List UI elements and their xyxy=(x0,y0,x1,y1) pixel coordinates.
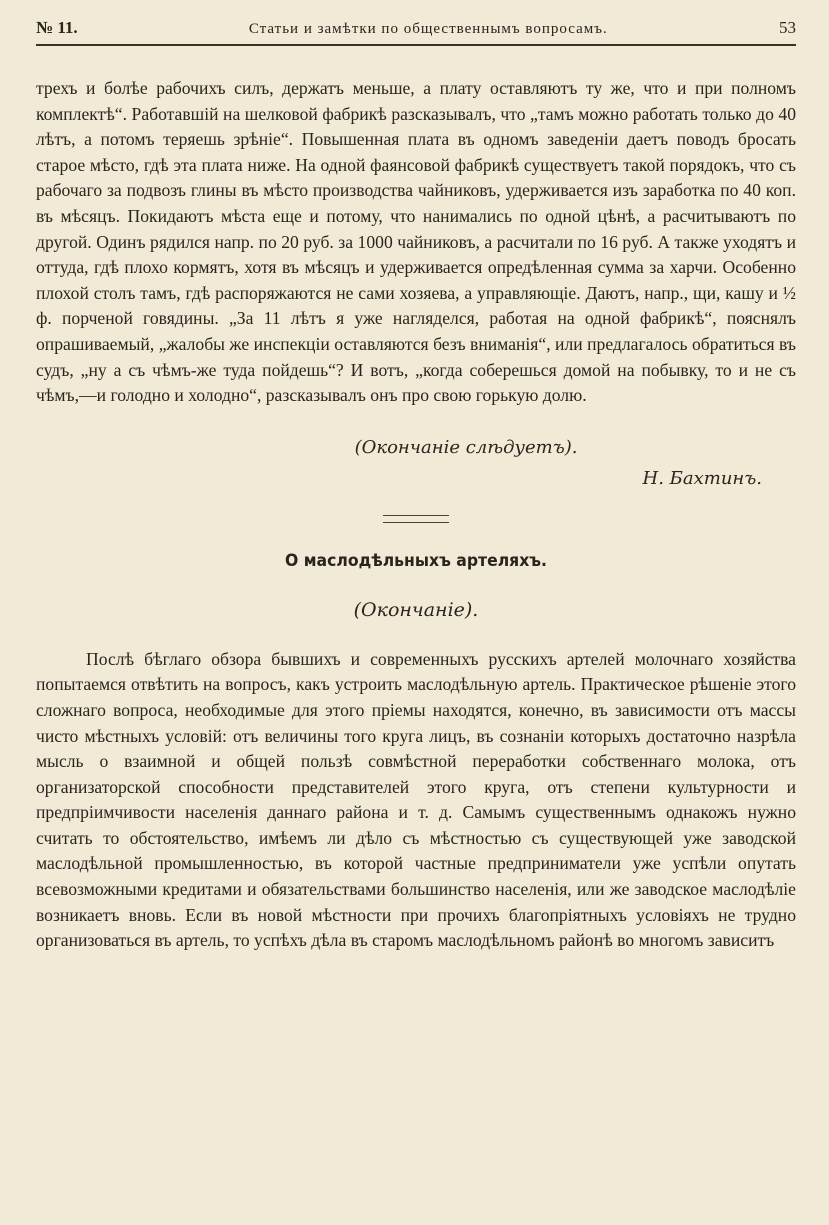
continued-note: (Окончанiе слѣдуетъ). xyxy=(354,436,578,458)
article-body-paragraph: Послѣ бѣглаго обзора бывшихъ и современныхъ русскихъ артелей молочнаго хозяйства попытаемся отвѣтить на вопросъ, какъ устроить маслодѣльную артель. Практическое рѣшенiе этого сложнаго вопроса, необходимые для этого прiемы находятся, конечно, въ зависимости отъ массы чисто мѣстныхъ условiй: отъ величины того круга лицъ, въ сознанiи которыхъ достаточно назрѣла мысль о взаимной и общей пользѣ совмѣстной переработки собственнаго молока, отъ организаторской способности представителей этого круга, отъ степени культурности и предпрiимчивости населенiя даннаго района и т. д. Самымъ существеннымъ однакожъ нужно считать то обстоятельство, имѣемъ ли дѣло съ мѣстностью съ существующей уже заводской маслодѣльной промышленностью, въ которой частные предприниматели уже успѣли опутать всевозможными кредитами и обязательствами большинство населенiя, или же заводское маслодѣлiе возникаетъ вновь. Если въ новой мѣстности при прочихъ благопрiятныхъ условiяхъ не трудно организоваться въ артель, то успѣхъ дѣла въ старомъ маслодѣльномъ районѣ во многомъ зависитъ xyxy=(36,648,796,951)
article-body-paragraph: трехъ и болѣе рабочихъ силъ, держатъ меньше, а плату оставляютъ ту же, что и при полномъ комплектѣ“. Работавшiй на шелковой фабрикѣ разсказывалъ, что „тамъ можно работать только до 40 лѣтъ, а потомъ теряешь зрѣнiе“. Повышенная плата въ одномъ заведенiи даетъ поводъ бросать старое мѣсто, гдѣ эта плата ниже. На одной фаянсовой фабрикѣ существуетъ такой порядокъ, что съ рабочаго за подвозъ глины въ мѣсто производства чайниковъ, удерживается изъ заработка по 40 коп. въ мѣсяцъ. Покидаютъ мѣста еще и потому, что нанимались по одной цѣнѣ, а расчитываютъ по другой. Одинъ рядился напр. по 20 руб. за 1000 чайниковъ, а расчитали по 16 руб. А также уходятъ и оттуда, гдѣ плохо кормятъ, хотя въ мѣсяцъ и удерживается опредѣленная сумма за харчи. Особенно плохой столъ тамъ, гдѣ распоряжаются не сами хозяева, а управляющiе. Даютъ, напр., щи, кашу и ½ ф. порченой говядины. „За 11 лѣтъ я уже нагляделся, работая на одной фабрикѣ“, пояснялъ опрашиваемый, „жалобы же инспекцiи оставляются безъ вниманiя“, или предлагалось обратиться въ судъ, „ну а съ чѣмъ-же туда пойдешь“? И вотъ, „когда соберешься домой на побывку, то и не съ чѣмъ,—и голодно и холодно“, разсказывалъ онъ про свою горькую долю. xyxy=(36,78,796,406)
running-header xyxy=(36,18,796,46)
section-divider xyxy=(383,515,449,523)
section-title: Статьи и замѣтки по общественнымъ вопросамъ. xyxy=(248,21,608,37)
issue-number: № 11. xyxy=(36,18,78,37)
page-number: 53 xyxy=(778,18,796,37)
article-subtitle: (Окончанiе). xyxy=(353,598,479,621)
author-signature: Н. Бахтинъ. xyxy=(642,467,762,489)
article-title: О маслодѣльныхъ артеляхъ. xyxy=(285,550,547,571)
page xyxy=(36,18,796,1208)
